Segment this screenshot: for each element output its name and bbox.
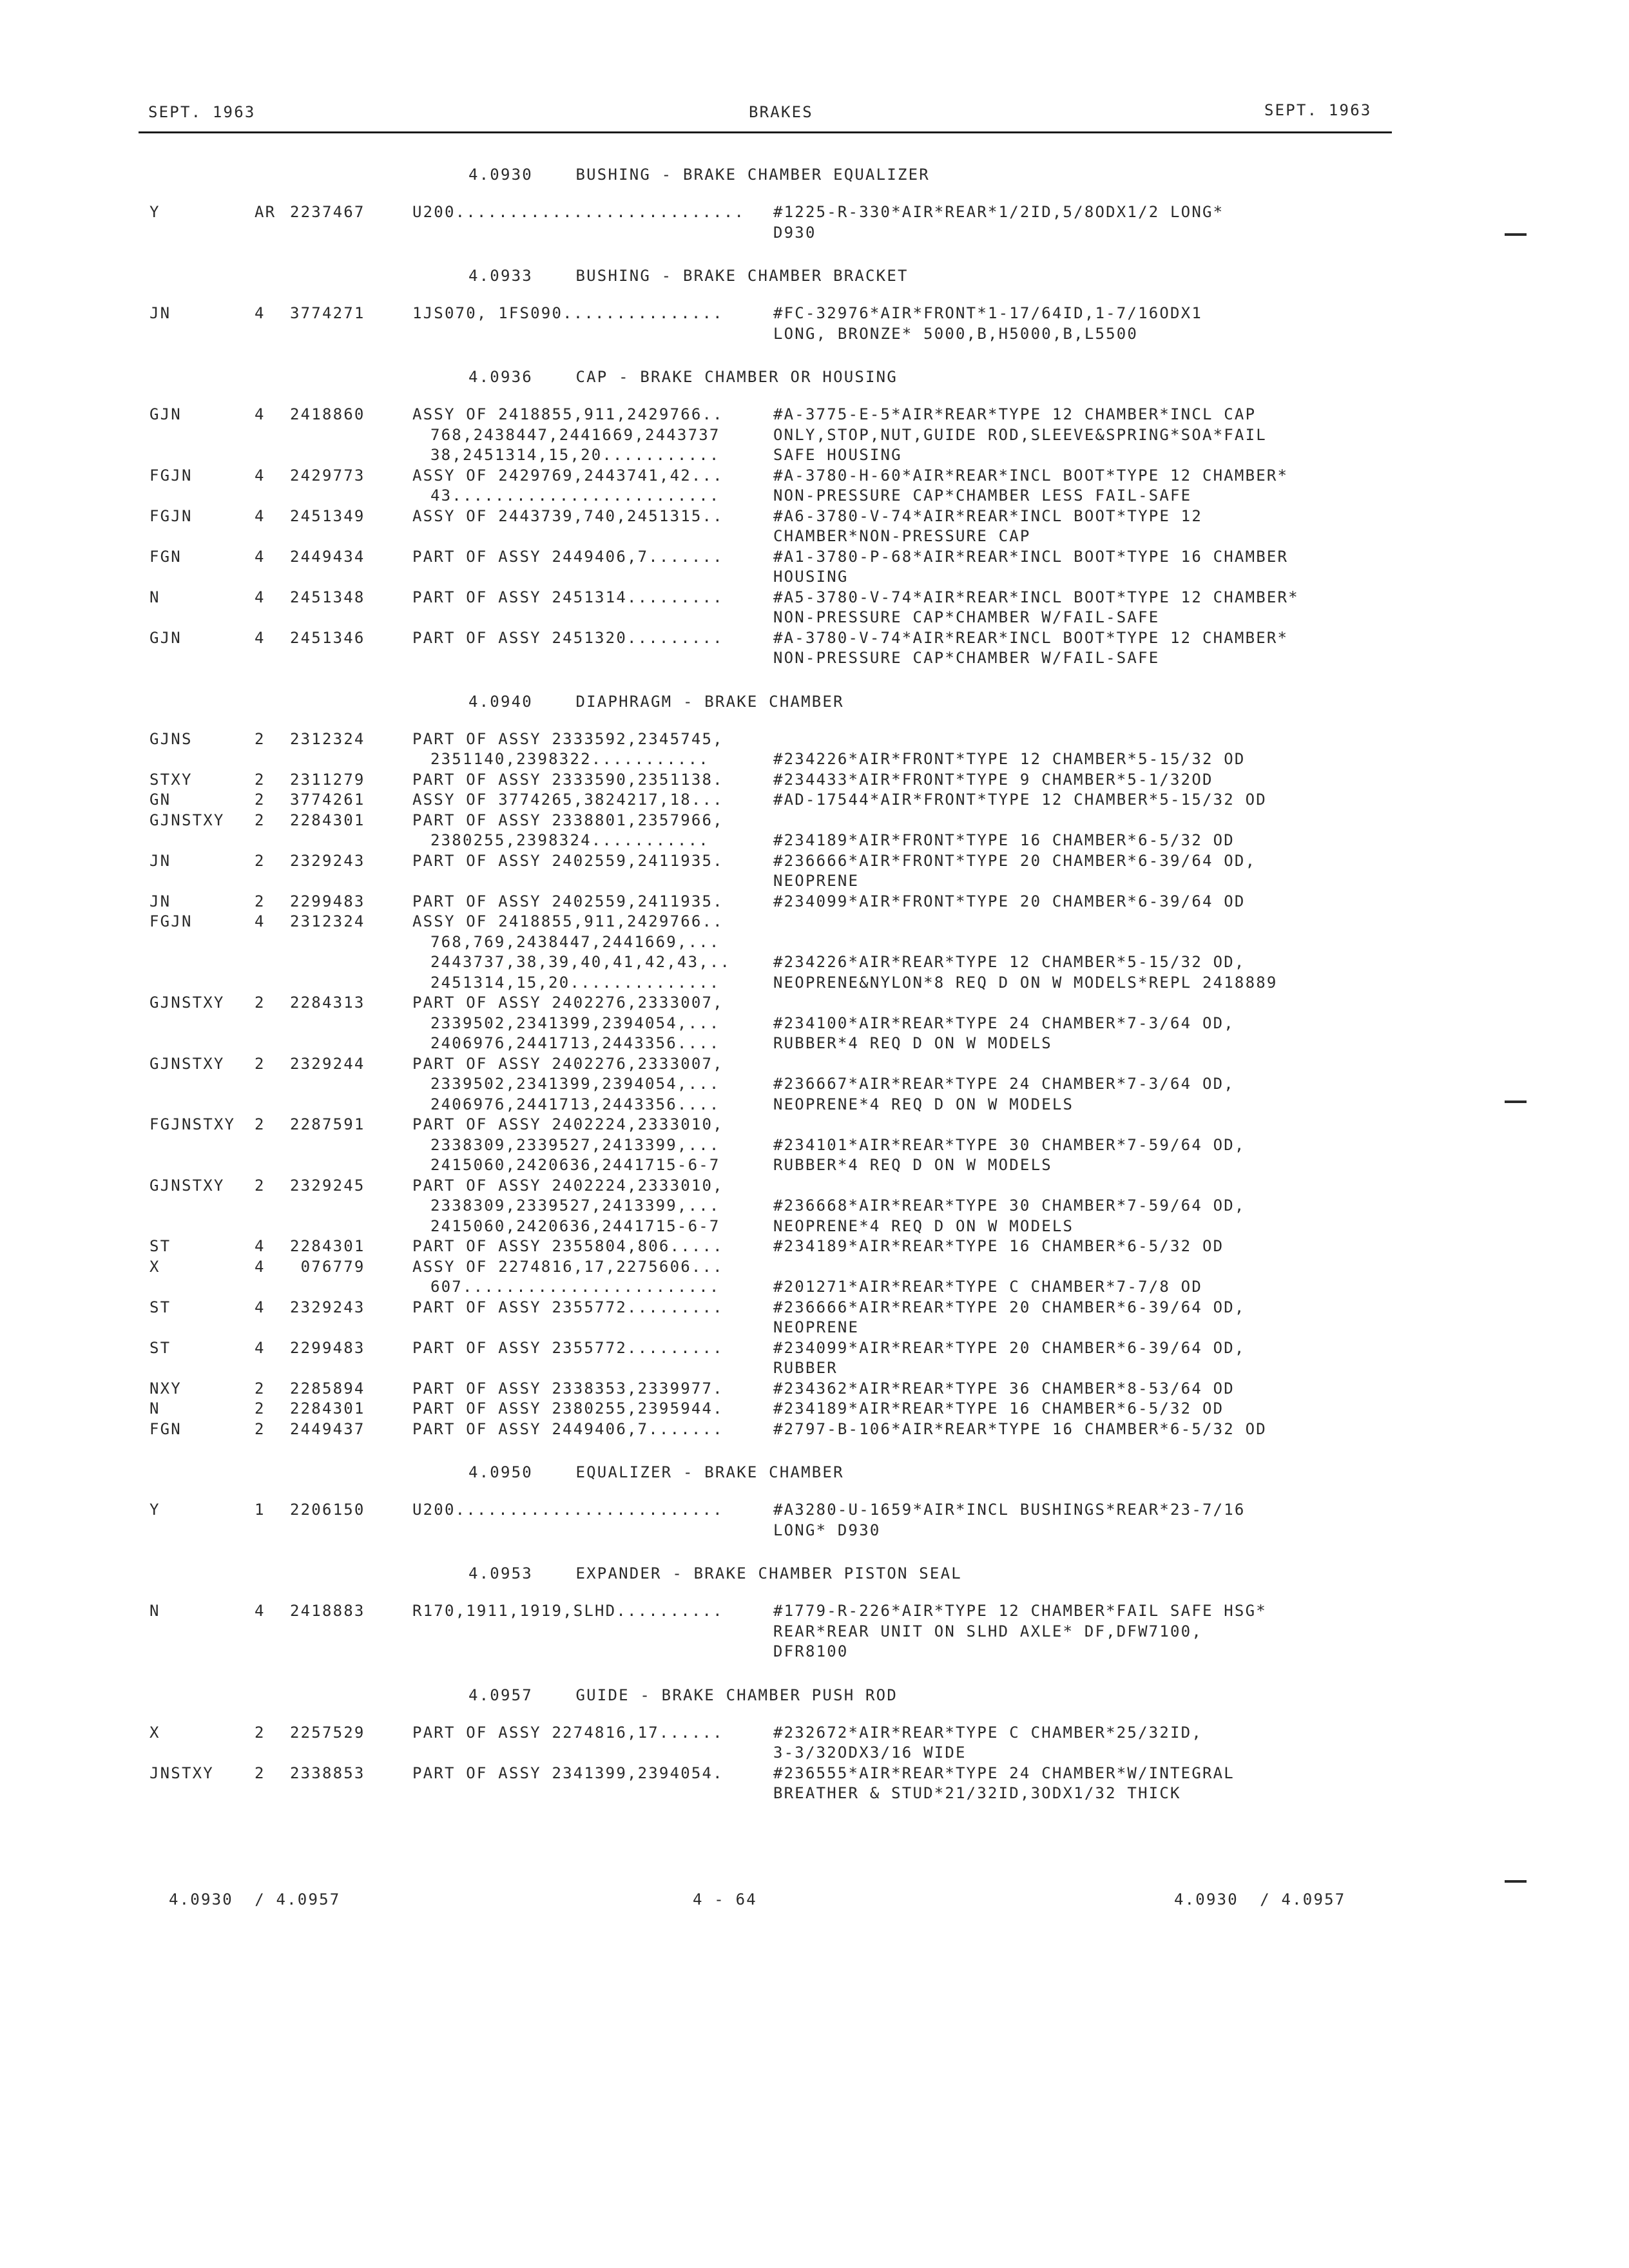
margin-mark bbox=[1505, 1880, 1527, 1883]
usage-reference: ASSY OF 2443739,740,2451315.. bbox=[412, 507, 724, 525]
quantity: 4 bbox=[255, 466, 265, 485]
usage-reference: PART OF ASSY 2402276,2333007, bbox=[412, 994, 724, 1012]
footer-page-number: 4 - 64 bbox=[693, 1890, 757, 1908]
model-code: FGJNSTXY bbox=[149, 1115, 236, 1133]
part-description: #232672*AIR*REAR*TYPE C CHAMBER*25/32ID, bbox=[773, 1724, 1202, 1742]
part-description: #236668*AIR*REAR*TYPE 30 CHAMBER*7-59/64 OD, bbox=[773, 1196, 1246, 1215]
usage-reference: PART OF ASSY 2449406,7....... bbox=[412, 1420, 724, 1438]
model-code: FGN bbox=[149, 548, 182, 566]
quantity: 4 bbox=[255, 1339, 265, 1357]
part-description: #236667*AIR*REAR*TYPE 24 CHAMBER*7-3/64 OD, bbox=[773, 1075, 1235, 1093]
usage-reference: 2338309,2339527,2413399,... bbox=[430, 1136, 720, 1154]
part-description: NEOPRENE bbox=[773, 1318, 860, 1336]
usage-reference: ASSY OF 2429769,2443741,42... bbox=[412, 466, 724, 485]
quantity: 2 bbox=[255, 811, 265, 829]
part-number: 2312324 bbox=[290, 912, 365, 930]
part-description: NEOPRENE*4 REQ D ON W MODELS bbox=[773, 1217, 1074, 1235]
header-rule bbox=[139, 131, 1392, 133]
usage-reference: 2451314,15,20.............. bbox=[430, 974, 720, 992]
model-code: X bbox=[149, 1724, 160, 1742]
section-heading: 4.0936 CAP - BRAKE CHAMBER OR HOUSING bbox=[468, 368, 898, 386]
usage-reference: 2380255,2398324........... bbox=[430, 831, 709, 849]
quantity: 2 bbox=[255, 1055, 265, 1073]
part-description: #201271*AIR*REAR*TYPE C CHAMBER*7-7/8 OD bbox=[773, 1278, 1202, 1296]
model-code: FGJN bbox=[149, 507, 193, 525]
model-code: GJNSTXY bbox=[149, 994, 225, 1012]
part-description: #A-3780-H-60*AIR*REAR*INCL BOOT*TYPE 12 CHAMBER* bbox=[773, 466, 1289, 485]
usage-reference: PART OF ASSY 2449406,7....... bbox=[412, 548, 724, 566]
part-number: 2449434 bbox=[290, 548, 365, 566]
part-description: NON-PRESSURE CAP*CHAMBER W/FAIL-SAFE bbox=[773, 649, 1160, 667]
usage-reference: 43......................... bbox=[430, 486, 720, 505]
model-code: X bbox=[149, 1258, 160, 1276]
part-number: 2418860 bbox=[290, 405, 365, 423]
header-date-right: SEPT. 1963 bbox=[1264, 101, 1372, 119]
section-heading: 4.0933 BUSHING - BRAKE CHAMBER BRACKET bbox=[468, 267, 909, 285]
part-number: 2429773 bbox=[290, 466, 365, 485]
usage-reference: 2351140,2398322........... bbox=[430, 750, 709, 768]
part-number: 2329243 bbox=[290, 852, 365, 870]
part-description: #A-3775-E-5*AIR*REAR*TYPE 12 CHAMBER*INCL CAP bbox=[773, 405, 1257, 423]
model-code: GJNS bbox=[149, 730, 193, 748]
part-description: CHAMBER*NON-PRESSURE CAP bbox=[773, 527, 1031, 545]
usage-reference: 2443737,38,39,40,41,42,43,.. bbox=[430, 953, 731, 971]
part-description: #234189*AIR*REAR*TYPE 16 CHAMBER*6-5/32 OD bbox=[773, 1399, 1224, 1418]
model-code: JN bbox=[149, 892, 171, 910]
part-description: #236555*AIR*REAR*TYPE 24 CHAMBER*W/INTEGRAL bbox=[773, 1764, 1235, 1782]
model-code: FGN bbox=[149, 1420, 182, 1438]
quantity: 4 bbox=[255, 405, 265, 423]
part-description: #A6-3780-V-74*AIR*REAR*INCL BOOT*TYPE 12 bbox=[773, 507, 1202, 525]
section-heading: 4.0930 BUSHING - BRAKE CHAMBER EQUALIZER bbox=[468, 166, 930, 184]
usage-reference: 2415060,2420636,2441715-6-7 bbox=[430, 1156, 720, 1174]
part-number: 2285894 bbox=[290, 1379, 365, 1398]
usage-reference: R170,1911,1919,SLHD.......... bbox=[412, 1602, 724, 1620]
part-number: 2284301 bbox=[290, 1399, 365, 1418]
quantity: 2 bbox=[255, 771, 265, 789]
model-code: N bbox=[149, 1602, 160, 1620]
part-number: 2449437 bbox=[290, 1420, 365, 1438]
footer-left: 4.0930 / 4.0957 bbox=[169, 1890, 341, 1908]
quantity: 4 bbox=[255, 912, 265, 930]
usage-reference: 607........................ bbox=[430, 1278, 720, 1296]
quantity: AR bbox=[255, 203, 276, 221]
usage-reference: 2338309,2339527,2413399,... bbox=[430, 1196, 720, 1215]
part-description: SAFE HOUSING bbox=[773, 446, 902, 464]
usage-reference: 38,2451314,15,20........... bbox=[430, 446, 720, 464]
part-description: RUBBER*4 REQ D ON W MODELS bbox=[773, 1034, 1052, 1052]
part-number: 2284301 bbox=[290, 811, 365, 829]
part-description: NEOPRENE*4 REQ D ON W MODELS bbox=[773, 1095, 1074, 1113]
usage-reference: PART OF ASSY 2338353,2339977. bbox=[412, 1379, 724, 1398]
part-description: NON-PRESSURE CAP*CHAMBER W/FAIL-SAFE bbox=[773, 608, 1160, 626]
part-number: 076779 bbox=[290, 1258, 365, 1276]
quantity: 4 bbox=[255, 588, 265, 606]
quantity: 2 bbox=[255, 852, 265, 870]
usage-reference: PART OF ASSY 2341399,2394054. bbox=[412, 1764, 724, 1782]
part-description: NEOPRENE&NYLON*8 REQ D ON W MODELS*REPL 2418889 bbox=[773, 974, 1278, 992]
model-code: JNSTXY bbox=[149, 1764, 214, 1782]
usage-reference: 2406976,2441713,2443356.... bbox=[430, 1095, 720, 1113]
usage-reference: PART OF ASSY 2402276,2333007, bbox=[412, 1055, 724, 1073]
part-number: 2299483 bbox=[290, 1339, 365, 1357]
part-number: 2284301 bbox=[290, 1237, 365, 1255]
part-number: 2329245 bbox=[290, 1177, 365, 1195]
model-code: ST bbox=[149, 1339, 171, 1357]
usage-reference: PART OF ASSY 2333590,2351138. bbox=[412, 771, 724, 789]
part-description: #AD-17544*AIR*FRONT*TYPE 12 CHAMBER*5-15/32 OD bbox=[773, 791, 1267, 809]
part-description: #FC-32976*AIR*FRONT*1-17/64ID,1-7/16ODX1 bbox=[773, 304, 1202, 322]
quantity: 1 bbox=[255, 1501, 265, 1519]
quantity: 4 bbox=[255, 1258, 265, 1276]
part-description: #A-3780-V-74*AIR*REAR*INCL BOOT*TYPE 12 CHAMBER* bbox=[773, 629, 1289, 647]
usage-reference: 768,769,2438447,2441669,... bbox=[430, 933, 720, 951]
model-code: GJN bbox=[149, 405, 182, 423]
usage-reference: 2339502,2341399,2394054,... bbox=[430, 1014, 720, 1032]
usage-reference: PART OF ASSY 2333592,2345745, bbox=[412, 730, 724, 748]
part-description: #234189*AIR*REAR*TYPE 16 CHAMBER*6-5/32 OD bbox=[773, 1237, 1224, 1255]
model-code: Y bbox=[149, 1501, 160, 1519]
model-code: STXY bbox=[149, 771, 193, 789]
model-code: GJNSTXY bbox=[149, 1055, 225, 1073]
quantity: 2 bbox=[255, 1420, 265, 1438]
usage-reference: PART OF ASSY 2451320......... bbox=[412, 629, 724, 647]
part-description: #234433*AIR*FRONT*TYPE 9 CHAMBER*5-1/32OD bbox=[773, 771, 1213, 789]
margin-mark bbox=[1505, 233, 1527, 236]
part-number: 2329243 bbox=[290, 1298, 365, 1316]
section-heading: 4.0940 DIAPHRAGM - BRAKE CHAMBER bbox=[468, 693, 844, 711]
part-description: RUBBER*4 REQ D ON W MODELS bbox=[773, 1156, 1052, 1174]
quantity: 2 bbox=[255, 1724, 265, 1742]
part-number: 2451349 bbox=[290, 507, 365, 525]
part-description: #2797-B-106*AIR*REAR*TYPE 16 CHAMBER*6-5/32 OD bbox=[773, 1420, 1267, 1438]
quantity: 4 bbox=[255, 507, 265, 525]
usage-reference: ASSY OF 2418855,911,2429766.. bbox=[412, 405, 724, 423]
part-description: #A1-3780-P-68*AIR*REAR*INCL BOOT*TYPE 16 CHAMBER bbox=[773, 548, 1289, 566]
part-description: #1779-R-226*AIR*TYPE 12 CHAMBER*FAIL SAFE HSG* bbox=[773, 1602, 1267, 1620]
model-code: GJNSTXY bbox=[149, 1177, 225, 1195]
part-number: 2257529 bbox=[290, 1724, 365, 1742]
part-number: 2299483 bbox=[290, 892, 365, 910]
usage-reference: PART OF ASSY 2355772......... bbox=[412, 1298, 724, 1316]
part-description: #234101*AIR*REAR*TYPE 30 CHAMBER*7-59/64 OD, bbox=[773, 1136, 1246, 1154]
model-code: N bbox=[149, 1399, 160, 1418]
usage-reference: PART OF ASSY 2355804,806..... bbox=[412, 1237, 724, 1255]
model-code: ST bbox=[149, 1298, 171, 1316]
part-description: #236666*AIR*REAR*TYPE 20 CHAMBER*6-39/64 OD, bbox=[773, 1298, 1246, 1316]
model-code: GN bbox=[149, 791, 171, 809]
part-number: 2287591 bbox=[290, 1115, 365, 1133]
usage-reference: PART OF ASSY 2402559,2411935. bbox=[412, 852, 724, 870]
usage-reference: ASSY OF 2274816,17,2275606... bbox=[412, 1258, 724, 1276]
part-number: 2206150 bbox=[290, 1501, 365, 1519]
usage-reference: PART OF ASSY 2380255,2395944. bbox=[412, 1399, 724, 1418]
usage-reference: 2415060,2420636,2441715-6-7 bbox=[430, 1217, 720, 1235]
usage-reference: ASSY OF 2418855,911,2429766.. bbox=[412, 912, 724, 930]
quantity: 2 bbox=[255, 791, 265, 809]
part-description: #234099*AIR*REAR*TYPE 20 CHAMBER*6-39/64 OD, bbox=[773, 1339, 1246, 1357]
part-description: 3-3/32ODX3/16 WIDE bbox=[773, 1744, 967, 1762]
section-heading: 4.0953 EXPANDER - BRAKE CHAMBER PISTON SEAL bbox=[468, 1564, 962, 1582]
model-code: FGJN bbox=[149, 912, 193, 930]
part-description: #234100*AIR*REAR*TYPE 24 CHAMBER*7-3/64 OD, bbox=[773, 1014, 1235, 1032]
part-description: RUBBER bbox=[773, 1359, 838, 1377]
quantity: 4 bbox=[255, 1298, 265, 1316]
quantity: 2 bbox=[255, 1379, 265, 1398]
part-description: #234099*AIR*FRONT*TYPE 20 CHAMBER*6-39/64 OD bbox=[773, 892, 1246, 910]
usage-reference: 2406976,2441713,2443356.... bbox=[430, 1034, 720, 1052]
part-description: #234226*AIR*REAR*TYPE 12 CHAMBER*5-15/32 OD, bbox=[773, 953, 1246, 971]
quantity: 4 bbox=[255, 1602, 265, 1620]
part-description: NON-PRESSURE CAP*CHAMBER LESS FAIL-SAFE bbox=[773, 486, 1192, 505]
part-number: 2237467 bbox=[290, 203, 365, 221]
margin-mark bbox=[1505, 1100, 1527, 1103]
model-code: GJN bbox=[149, 629, 182, 647]
part-number: 2312324 bbox=[290, 730, 365, 748]
quantity: 2 bbox=[255, 1115, 265, 1133]
model-code: FGJN bbox=[149, 466, 193, 485]
usage-reference: PART OF ASSY 2402224,2333010, bbox=[412, 1177, 724, 1195]
part-description: BREATHER & STUD*21/32ID,3ODX1/32 THICK bbox=[773, 1784, 1181, 1802]
part-description: #A3280-U-1659*AIR*INCL BUSHINGS*REAR*23-7/16 bbox=[773, 1501, 1246, 1519]
part-number: 2451346 bbox=[290, 629, 365, 647]
usage-reference: 1JS070, 1FS090............... bbox=[412, 304, 724, 322]
quantity: 4 bbox=[255, 629, 265, 647]
usage-reference: U200........................... bbox=[412, 203, 746, 221]
model-code: NXY bbox=[149, 1379, 182, 1398]
model-code: ST bbox=[149, 1237, 171, 1255]
part-number: 3774271 bbox=[290, 304, 365, 322]
part-description: #234189*AIR*FRONT*TYPE 16 CHAMBER*6-5/32 OD bbox=[773, 831, 1235, 849]
model-code: Y bbox=[149, 203, 160, 221]
part-description: NEOPRENE bbox=[773, 872, 860, 890]
part-description: HOUSING bbox=[773, 568, 849, 586]
quantity: 2 bbox=[255, 994, 265, 1012]
quantity: 2 bbox=[255, 1764, 265, 1782]
part-description: REAR*REAR UNIT ON SLHD AXLE* DF,DFW7100, bbox=[773, 1622, 1202, 1640]
model-code: JN bbox=[149, 852, 171, 870]
quantity: 4 bbox=[255, 548, 265, 566]
header-date-left: SEPT. 1963 bbox=[148, 103, 256, 121]
part-number: 2451348 bbox=[290, 588, 365, 606]
usage-reference: PART OF ASSY 2451314......... bbox=[412, 588, 724, 606]
usage-reference: U200......................... bbox=[412, 1501, 724, 1519]
header-title: BRAKES bbox=[749, 103, 813, 121]
footer-right: 4.0930 / 4.0957 bbox=[1174, 1890, 1346, 1908]
quantity: 4 bbox=[255, 1237, 265, 1255]
part-description: #234362*AIR*REAR*TYPE 36 CHAMBER*8-53/64 OD bbox=[773, 1379, 1235, 1398]
usage-reference: PART OF ASSY 2355772......... bbox=[412, 1339, 724, 1357]
section-heading: 4.0957 GUIDE - BRAKE CHAMBER PUSH ROD bbox=[468, 1686, 898, 1704]
usage-reference: 2339502,2341399,2394054,... bbox=[430, 1075, 720, 1093]
quantity: 2 bbox=[255, 1399, 265, 1418]
part-description: LONG, BRONZE* 5000,B,H5000,B,L5500 bbox=[773, 325, 1139, 343]
part-description: LONG* D930 bbox=[773, 1521, 881, 1539]
part-description: #234226*AIR*FRONT*TYPE 12 CHAMBER*5-15/32 OD bbox=[773, 750, 1246, 768]
part-number: 3774261 bbox=[290, 791, 365, 809]
model-code: N bbox=[149, 588, 160, 606]
model-code: GJNSTXY bbox=[149, 811, 225, 829]
part-number: 2311279 bbox=[290, 771, 365, 789]
model-code: JN bbox=[149, 304, 171, 322]
usage-reference: PART OF ASSY 2402559,2411935. bbox=[412, 892, 724, 910]
usage-reference: PART OF ASSY 2402224,2333010, bbox=[412, 1115, 724, 1133]
quantity: 2 bbox=[255, 892, 265, 910]
part-description: #236666*AIR*FRONT*TYPE 20 CHAMBER*6-39/64 OD, bbox=[773, 852, 1257, 870]
part-description: D930 bbox=[773, 224, 816, 242]
part-description: DFR8100 bbox=[773, 1642, 849, 1660]
part-description: #A5-3780-V-74*AIR*REAR*INCL BOOT*TYPE 12 CHAMBER* bbox=[773, 588, 1299, 606]
usage-reference: PART OF ASSY 2274816,17...... bbox=[412, 1724, 724, 1742]
part-description: ONLY,STOP,NUT,GUIDE ROD,SLEEVE&SPRING*SOA*FAIL bbox=[773, 426, 1267, 444]
usage-reference: 768,2438447,2441669,2443737 bbox=[430, 426, 720, 444]
usage-reference: PART OF ASSY 2338801,2357966, bbox=[412, 811, 724, 829]
part-number: 2329244 bbox=[290, 1055, 365, 1073]
usage-reference: ASSY OF 3774265,3824217,18... bbox=[412, 791, 724, 809]
part-number: 2418883 bbox=[290, 1602, 365, 1620]
part-number: 2284313 bbox=[290, 994, 365, 1012]
section-heading: 4.0950 EQUALIZER - BRAKE CHAMBER bbox=[468, 1463, 844, 1481]
quantity: 2 bbox=[255, 730, 265, 748]
part-description: #1225-R-330*AIR*REAR*1/2ID,5/8ODX1/2 LONG* bbox=[773, 203, 1224, 221]
quantity: 2 bbox=[255, 1177, 265, 1195]
part-number: 2338853 bbox=[290, 1764, 365, 1782]
quantity: 4 bbox=[255, 304, 265, 322]
